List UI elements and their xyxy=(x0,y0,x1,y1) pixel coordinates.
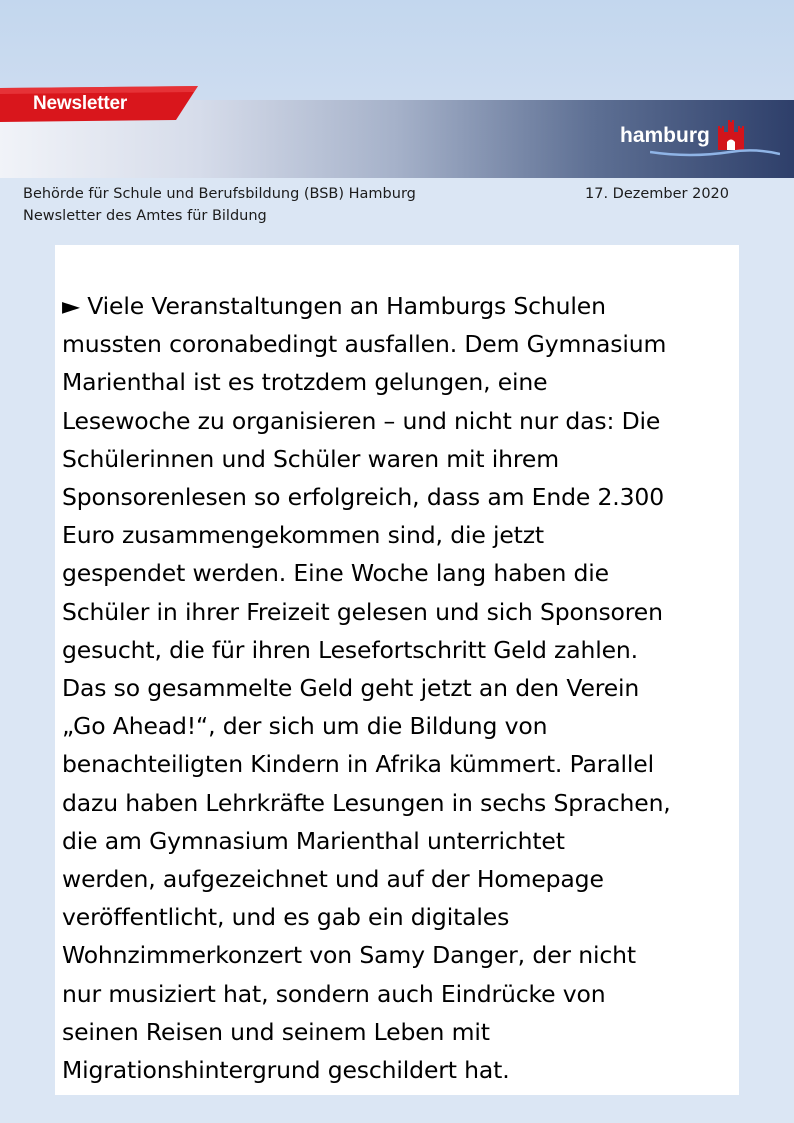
authority-name: Behörde für Schule und Berufsbildung (BSB) Hamburg xyxy=(23,186,416,202)
article-line xyxy=(62,1013,738,1051)
article-line xyxy=(62,669,738,707)
article-line xyxy=(62,631,738,669)
article-line-text: Lesewoche zu organisieren – und nicht nur das: Die xyxy=(62,406,661,435)
article-line-text: mussten coronabedingt ausfallen. Dem Gymnasium xyxy=(62,330,667,359)
article-line-text: nur musiziert hat, sondern auch Eindrücke von xyxy=(62,979,606,1008)
article-line xyxy=(62,440,738,478)
article-line xyxy=(62,478,738,516)
article-line-text: Schüler in ihrer Freizeit gelesen und sich Sponsoren xyxy=(62,597,663,626)
publisher-info xyxy=(23,183,416,227)
article-line-text: Viele Veranstaltungen an Hamburgs Schulen xyxy=(87,292,606,320)
bullet-arrow-icon: ► xyxy=(62,292,80,320)
article-line xyxy=(62,516,738,554)
article-line xyxy=(62,745,738,783)
article-line xyxy=(62,554,738,592)
article-line xyxy=(62,325,738,363)
article-line-text: Schülerinnen und Schüler waren mit ihrem xyxy=(62,444,559,473)
article-line xyxy=(62,898,738,936)
newsletter-subtitle: Newsletter des Amtes für Bildung xyxy=(23,208,267,224)
article-line-text: Euro zusammengekommen sind, die jetzt xyxy=(62,521,544,550)
article-line xyxy=(62,936,738,974)
article-line xyxy=(62,402,738,440)
top-background-band xyxy=(0,0,794,100)
article-line-text: Wohnzimmerkonzert von Samy Danger, der nicht xyxy=(62,941,636,970)
publication-date: 17. Dezember 2020 xyxy=(585,186,730,202)
article-line-text: veröffentlicht, und es gab ein digitales xyxy=(62,903,510,932)
article-line xyxy=(62,1051,738,1089)
article-line-text: Marienthal ist es trotzdem gelungen, eine xyxy=(62,368,548,397)
article-line-text: dazu haben Lehrkräfte Lesungen in sechs Sprachen, xyxy=(62,788,671,817)
article-line xyxy=(62,363,738,401)
article-line xyxy=(62,784,738,822)
article-line-text: gesucht, die für ihren Lesefortschritt Geld zahlen. xyxy=(62,635,638,664)
article-body xyxy=(62,287,738,1089)
article-line-text: die am Gymnasium Marienthal unterrichtet xyxy=(62,826,565,855)
hamburg-logo[interactable] xyxy=(620,120,746,152)
article-line xyxy=(62,707,738,745)
article-line-text: Migrationshintergrund geschildert hat. xyxy=(62,1056,510,1085)
article-line-text: benachteiligten Kindern in Afrika kümmert. Parallel xyxy=(62,750,654,779)
article-line-text: Sponsorenlesen so erfolgreich, dass am Ende 2.300 xyxy=(62,483,665,512)
article-line xyxy=(62,287,738,325)
article-line xyxy=(62,822,738,860)
article-line xyxy=(62,975,738,1013)
article-line-text: seinen Reisen und seinem Leben mit xyxy=(62,1017,490,1046)
article-line-text: gespendet werden. Eine Woche lang haben die xyxy=(62,559,609,588)
logo-swoosh xyxy=(650,146,780,158)
article-line-text: werden, aufgezeichnet und auf der Homepage xyxy=(62,865,604,894)
article-line-text: „Go Ahead!“, der sich um die Bildung von xyxy=(62,712,548,741)
article-line xyxy=(62,860,738,898)
article-line xyxy=(62,593,738,631)
logo-wordmark: hamburg xyxy=(620,124,710,147)
newsletter-label: Newsletter xyxy=(33,93,128,114)
article-line-text: Das so gesammelte Geld geht jetzt an den Verein xyxy=(62,674,640,703)
